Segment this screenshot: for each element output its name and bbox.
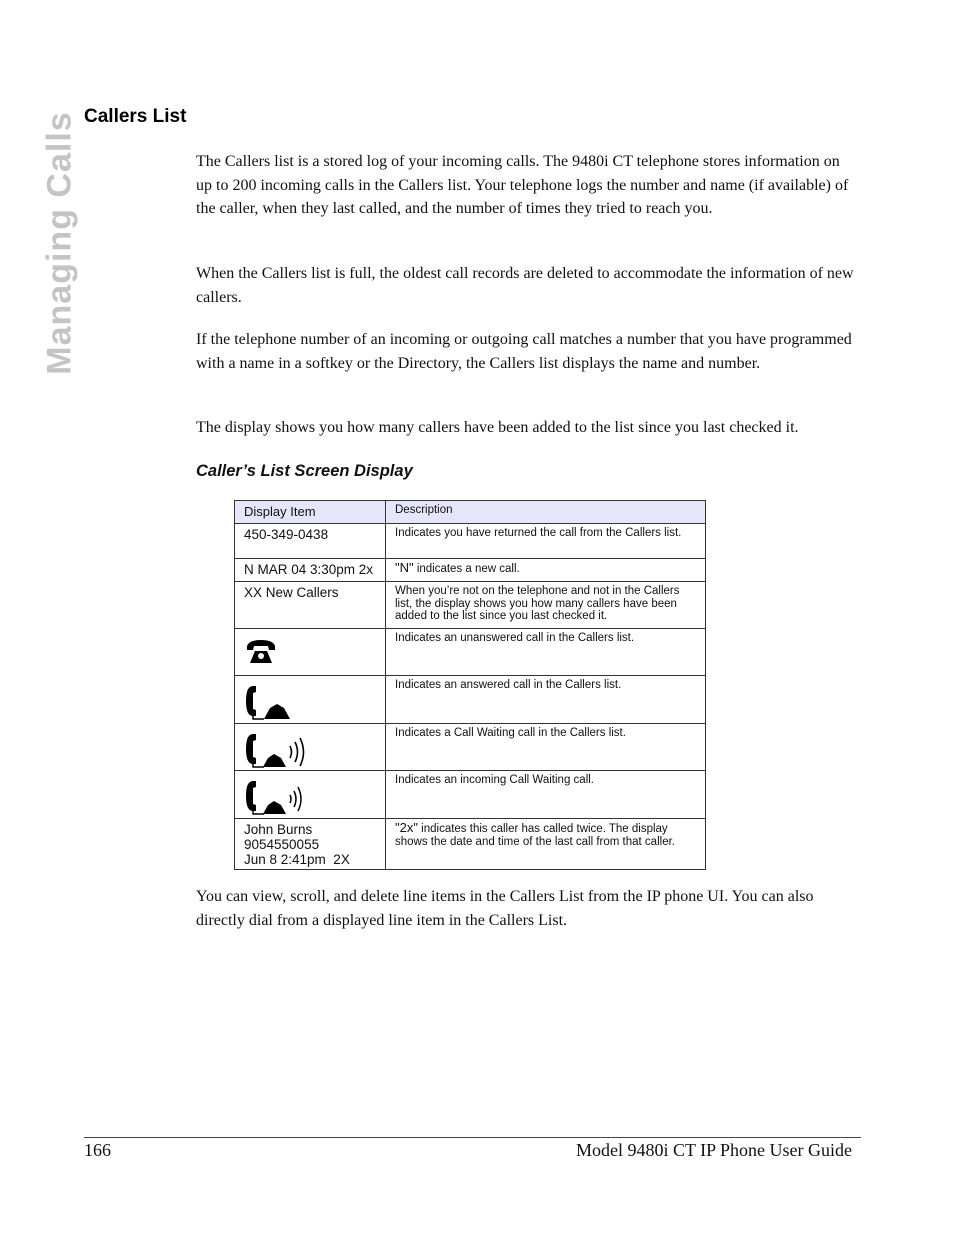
guide-title: Model 9480i CT IP Phone User Guide	[576, 1140, 852, 1160]
display-item	[235, 771, 386, 819]
paragraph-5: You can view, scroll, and delete line items in the Callers List from the IP phone UI. You can also directly dial from a displayed line item in the Callers List.	[196, 888, 814, 929]
table-row	[235, 559, 706, 582]
handset-lifted-icon	[244, 684, 294, 720]
display-item	[235, 629, 386, 676]
caller-number: 9054550055	[244, 837, 320, 852]
paragraph-4: The display shows you how many callers have been added to the list since you last checked it.	[196, 419, 799, 436]
header-description: Description	[386, 501, 706, 524]
table-row	[235, 771, 706, 819]
section-title: Callers List	[84, 106, 187, 127]
caller-name: John Burns	[244, 822, 313, 837]
quote-n: "N"	[395, 560, 414, 575]
table-row	[235, 724, 706, 771]
full-list-paragraph	[196, 262, 856, 309]
paragraph-1: The Callers list is a stored log of your incoming calls. The 9480i CT telephone stores information on up to 200 incoming calls in the Callers list. Your telephone logs the number and name (if available) of the caller, when they last called, and the number of times they tried to reach you.	[196, 153, 849, 217]
side-tab	[40, 108, 80, 378]
table-row	[235, 629, 706, 676]
display-item: N MAR 04 3:30pm 2x	[235, 559, 386, 582]
description: Indicates a Call Waiting call in the Callers list.	[386, 724, 706, 771]
display-item	[235, 724, 386, 771]
handset-lifted-waves-icon	[244, 732, 310, 768]
table-row	[235, 819, 706, 870]
description: When you’re not on the telephone and not in the Callers list, the display shows you how many callers have been added to the list since you last checked it.	[386, 582, 706, 629]
description	[386, 819, 706, 870]
table-row	[235, 582, 706, 629]
footer-rule	[84, 1137, 861, 1138]
table-title: Caller’s List Screen Display	[196, 462, 413, 480]
description-text: indicates a new call.	[413, 563, 520, 575]
intro-paragraph	[196, 150, 856, 221]
table-header-row	[235, 501, 706, 524]
paragraph-3: If the telephone number of an incoming or outgoing call matches a number that you have programmed with a name in a softkey or the Directory, the Callers list displays the name and number.	[196, 331, 852, 372]
description-text: indicates this caller has called twice. The display shows the date and time of the last call from that caller.	[395, 823, 675, 848]
description: Indicates you have returned the call from the Callers list.	[386, 524, 706, 559]
table-row	[235, 676, 706, 724]
description: Indicates an unanswered call in the Callers list.	[386, 629, 706, 676]
handset-lifted-waves-small-icon	[244, 779, 306, 815]
side-tab-label: Managing Calls	[40, 111, 79, 375]
quote-2x: "2x"	[395, 820, 418, 835]
closing-paragraph	[196, 885, 856, 932]
description: Indicates an answered call in the Callers list.	[386, 676, 706, 724]
paragraph-2: When the Callers list is full, the oldest call records are deleted to accommodate the information of new callers.	[196, 265, 854, 306]
display-item	[235, 819, 386, 870]
display-item: XX New Callers	[235, 582, 386, 629]
table-row	[235, 524, 706, 559]
display-item: 450-349-0438	[235, 524, 386, 559]
description	[386, 559, 706, 582]
caller-date: Jun 8 2:41pm 2X	[244, 852, 350, 867]
callers-display-table	[234, 500, 706, 870]
match-paragraph	[196, 328, 856, 375]
page-number: 166	[84, 1140, 111, 1160]
handset-on-hook-icon	[244, 637, 278, 665]
description: Indicates an incoming Call Waiting call.	[386, 771, 706, 819]
count-paragraph	[196, 416, 856, 440]
header-display-item: Display Item	[235, 501, 386, 524]
display-item	[235, 676, 386, 724]
